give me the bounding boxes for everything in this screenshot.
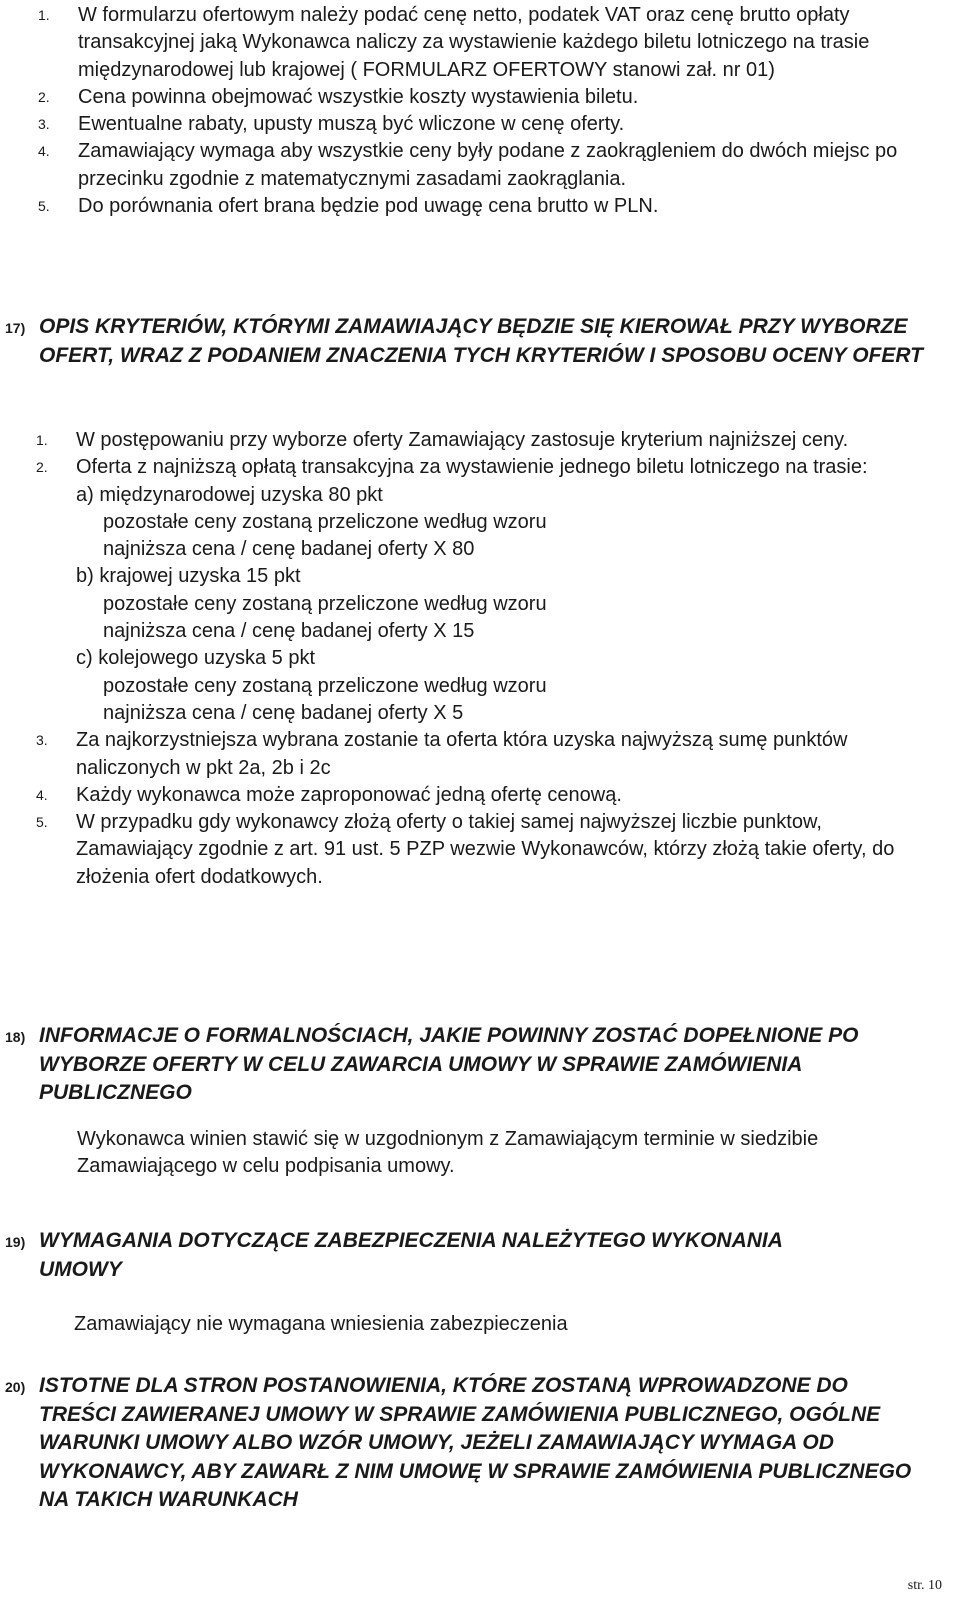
criterion-a: a) międzynarodowej uzyska 80 pkt	[76, 483, 383, 506]
list-text: Za najkorzystniejsza wybrana zostanie ta oferta która uzyska najwyższą sumę punktów naliczonych w pkt 2a, 2b i 2c	[76, 729, 848, 779]
list-text: W postępowaniu przy wyborze oferty Zamawiający zastosuje kryterium najniższej ceny.	[76, 429, 849, 451]
section-title: ISTOTNE DLA STRON POSTANOWIENIA, KTÓRE ZOSTANĄ WPROWADZONE DO TREŚCI ZAWIERANEJ UMOWY W SPRAWIE ZAMÓWIENIA PUBLICZNEGO, OGÓLNE WARUNKI UMOWY ALBO WZÓR UMOWY, JEŻELI ZAMAWIAJĄCY WYMAGA OD WYKONAWCY, ABY ZAWARŁ Z NIM UMOWĘ W SPRAWIE ZAMÓWIENIA PUBLICZNEGO NA TAKICH WARUNKACH	[39, 1374, 912, 1511]
top-list	[38, 2, 918, 220]
list-number: 2.	[36, 459, 48, 476]
section-number: 17)	[5, 320, 26, 336]
list-number: 4.	[38, 143, 50, 160]
list-number: 5.	[38, 198, 50, 215]
criterion-c: c) kolejowego uzyska 5 pkt	[76, 647, 316, 670]
list-text: W przypadku gdy wykonawcy złożą oferty o takiej samej najwyższej liczbie punktow, Zamawiający zgodnie z art. 91 ust. 5 PZP wezwie Wykonawców, którzy złożą takie oferty, do złożenia ofert dodatkowych.	[76, 811, 895, 888]
criterion-b: b) krajowej uzyska 15 pkt	[76, 565, 301, 588]
section-17-list	[36, 427, 916, 891]
list-item	[38, 193, 918, 220]
formula-note: pozostałe ceny zostaną przeliczone według wzoru	[103, 510, 547, 533]
section-19-text: Zamawiający nie wymagana wniesienia zabezpieczenia	[74, 1313, 568, 1335]
section-number: 19)	[5, 1234, 26, 1250]
list-item	[38, 138, 918, 193]
list-item	[38, 2, 918, 84]
list-item	[36, 809, 916, 891]
section-number: 20)	[5, 1379, 26, 1395]
list-number: 3.	[36, 732, 48, 749]
list-item	[38, 111, 918, 138]
list-text: Ewentualne rabaty, upusty muszą być wliczone w cenę oferty.	[78, 113, 625, 136]
list-item	[36, 427, 916, 454]
formula: najniższa cena / cenę badanej oferty X 15	[103, 620, 475, 643]
section-number: 18)	[5, 1029, 26, 1045]
list-number: 5.	[36, 814, 48, 831]
list-item	[36, 782, 916, 809]
list-item	[36, 454, 916, 727]
list-number: 4.	[36, 786, 48, 803]
section-18-text: Wykonawca winien stawić się w uzgodnionym z Zamawiającym terminie w siedzibie Zamawiającego w celu podpisania umowy.	[77, 1128, 819, 1178]
formula-note: pozostałe ceny zostaną przeliczone według wzoru	[103, 592, 547, 615]
list-text: Zamawiający wymaga aby wszystkie ceny były podane z zaokrągleniem do dwóch miejsc po przecinku zgodnie z matematycznymi zasadami zaokrąglania.	[78, 140, 898, 190]
section-title: WYMAGANIA DOTYCZĄCE ZABEZPIECZENIA NALEŻYTEGO WYKONANIA UMOWY	[39, 1229, 783, 1281]
list-item	[36, 727, 916, 782]
section-20-heading	[5, 1372, 915, 1515]
list-text: Każdy wykonawca może zaproponować jedną ofertę cenową.	[76, 783, 622, 806]
formula: najniższa cena / cenę badanej oferty X 5	[103, 701, 464, 724]
list-text: Oferta z najniższą opłatą transakcyjna za wystawienie jednego biletu lotniczego na trasie:	[76, 456, 868, 479]
formula-note: pozostałe ceny zostaną przeliczone według wzoru	[103, 674, 547, 697]
list-number: 2.	[38, 88, 50, 105]
section-title: OPIS KRYTERIÓW, KTÓRYMI ZAMAWIAJĄCY BĘDZIE SIĘ KIEROWAŁ PRZY WYBORZE OFERT, WRAZ Z PODANIEM ZNACZENIA TYCH KRYTERIÓW I SPOSOBU OCENY OFERT	[39, 315, 923, 367]
list-number: 1.	[38, 7, 50, 23]
list-number: 3.	[38, 116, 50, 133]
section-17-heading	[5, 313, 935, 370]
page-number: str. 10	[907, 1578, 942, 1593]
list-text: Cena powinna obejmować wszystkie koszty wystawienia biletu.	[78, 85, 639, 108]
section-title: INFORMACJE O FORMALNOŚCIACH, JAKIE POWINNY ZOSTAĆ DOPEŁNIONE PO WYBORZE OFERTY W CELU ZAWARCIA UMOWY W SPRAWIE ZAMÓWIENIA PUBLICZNEGO	[39, 1024, 859, 1104]
list-text: Do porównania ofert brana będzie pod uwagę cena brutto w PLN.	[78, 195, 659, 218]
list-number: 1.	[36, 432, 48, 448]
list-item	[38, 84, 918, 111]
formula: najniższa cena / cenę badanej oferty X 80	[103, 538, 475, 561]
list-text: W formularzu ofertowym należy podać cenę netto, podatek VAT oraz cenę brutto opłaty transakcyjnej jaką Wykonawca naliczy za wystawienie każdego biletu lotniczego na trasie międzynarodowej lub krajowej ( FORMULARZ OFERTOWY stanowi zał. nr 01)	[78, 4, 870, 81]
section-19-heading	[5, 1227, 805, 1284]
section-18-heading	[5, 1022, 885, 1108]
